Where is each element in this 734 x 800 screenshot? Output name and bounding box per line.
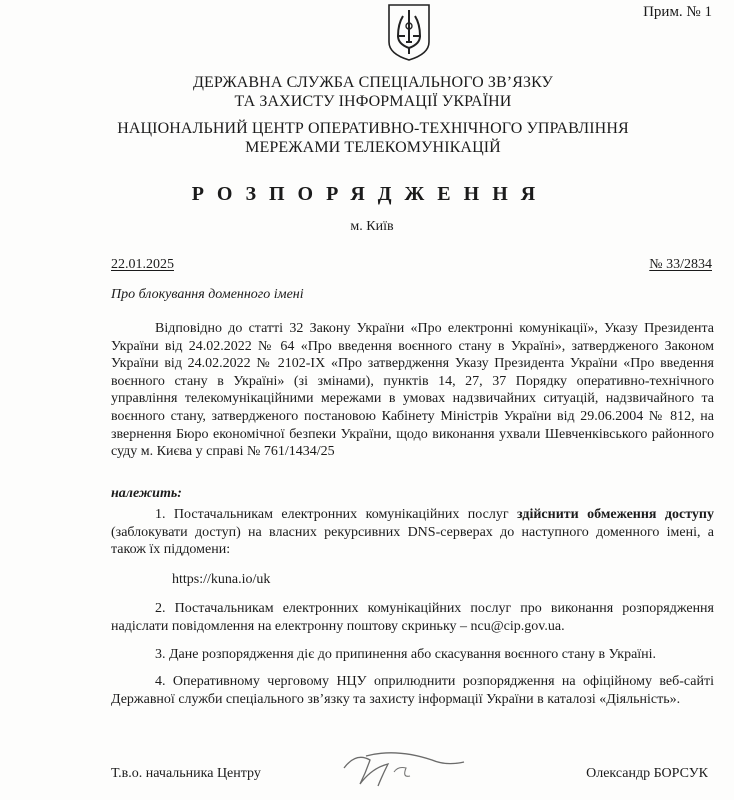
signatory-position: Т.в.о. начальника Центру <box>111 766 261 781</box>
order-item-3: 3. Дане розпорядження діє до припинення або скасування воєнного стану в Україні. <box>155 647 657 662</box>
item1-start: 1. Постачальникам електронних комунікаційних послуг <box>155 507 517 522</box>
item1-end: (заблокувати доступ) на власних рекурсивних DNS-серверах до наступного доменного імені, а також їх піддомени: <box>111 524 714 558</box>
item1-bold: здійснити обмеження доступу <box>517 507 714 522</box>
center-name <box>6 119 734 157</box>
trident-coat-of-arms-icon <box>386 2 432 62</box>
org-line-2: ТА ЗАХИСТУ ІНФОРМАЦІЇ УКРАЇНИ <box>234 93 512 110</box>
order-item-1 <box>111 506 714 559</box>
center-line-1: НАЦІОНАЛЬНИЙ ЦЕНТР ОПЕРАТИВНО-ТЕХНІЧНОГО УПРАВЛІННЯ <box>117 120 629 137</box>
order-item-2: 2. Постачальникам електронних комунікаційних послуг про виконання розпорядження надіслати повідомлення на електронну поштову скриньку – ncu@cip.gov.ua. <box>111 601 714 634</box>
document-subject: Про блокування доменного імені <box>111 287 304 302</box>
org-line-1: ДЕРЖАВНА СЛУЖБА СПЕЦІАЛЬНОГО ЗВ’ЯЗКУ <box>193 74 553 91</box>
handwritten-signature-icon <box>336 738 486 798</box>
document-title: РОЗПОРЯДЖЕННЯ <box>191 183 549 205</box>
blocked-domain-link[interactable]: https://kuna.io/uk <box>172 572 271 587</box>
signatory-name: Олександр БОРСУК <box>586 766 708 781</box>
organization-name <box>6 73 734 111</box>
center-line-2: МЕРЕЖАМИ ТЕЛЕКОМУНІКАЦІЙ <box>245 139 501 156</box>
corner-note: Прим. № 1 <box>643 4 712 20</box>
document-date: 22.01.2025 <box>111 257 174 272</box>
decree-word: належить: <box>111 486 182 501</box>
document-number: № 33/2834 <box>649 257 712 272</box>
order-item-4: 4. Оперативному черговому НЦУ оприлюднити розпорядження на офіційному веб-сайті Державної служби спеціального зв’язку та захисту інформації України в каталозі «Діяльність». <box>111 674 714 707</box>
preamble-paragraph: Відповідно до статті 32 Закону України «Про електронні комунікації», Указу Президента України від 24.02.2022 № 64 «Про введення воєнного стану в Україні», затвердженого Законом України від 24.02.2022 № 2102-IX «Про затвердження Указу Президента України «Про введення воєнного стану в Україні» (зі змінами), пунктів 14, 27, 37 Порядку оперативно-технічного управління телекомунікаційними мережами в умовах надзвичайних ситуацій, надзвичайного та воєнного стану, затвердженого постановою Кабінету Міністрів України від 29.06.2004 № 812, на звернення Бюро економічної безпеки України, щодо виконання ухвали Шевченківського районного суду м. Києва у справі № 761/1434/25 <box>111 321 714 460</box>
document-city: м. Київ <box>350 219 394 234</box>
